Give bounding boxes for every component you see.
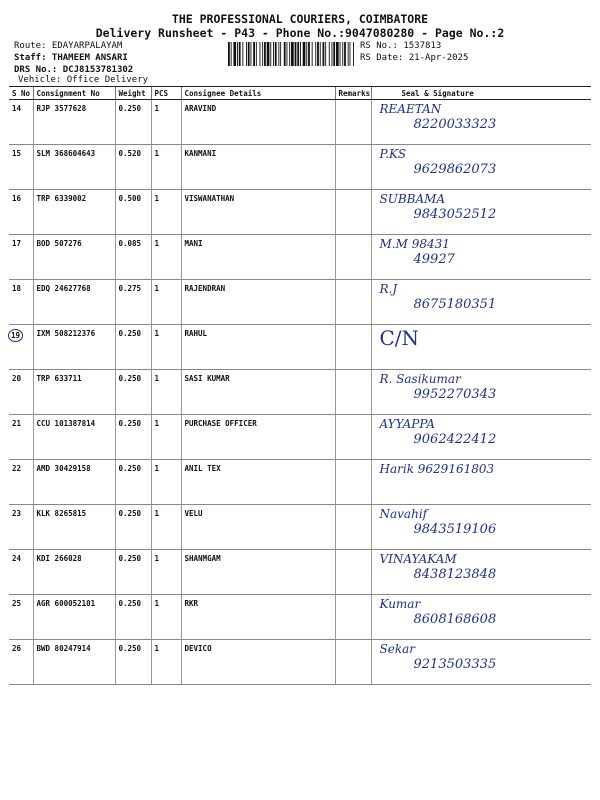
row-remarks: [335, 550, 371, 595]
row-consignee: SHANMGAM: [181, 550, 335, 595]
signature-phone: 8438123848: [413, 567, 497, 582]
col-weight: Weight: [115, 87, 151, 100]
handwritten-signature: [380, 507, 497, 537]
col-pcs: PCS: [151, 87, 181, 100]
row-weight: 0.250: [115, 550, 151, 595]
row-consignment-no: SLM 368604643: [33, 145, 115, 190]
row-signature: [371, 100, 591, 145]
table-row: [9, 280, 591, 325]
row-consignment-no: CCU 101387814: [33, 415, 115, 460]
row-pcs: 1: [151, 190, 181, 235]
row-consignment-no: TRP 633711: [33, 370, 115, 415]
row-signature: [371, 415, 591, 460]
row-pcs: 1: [151, 235, 181, 280]
table-row: [9, 235, 591, 280]
drs-number: DRS No.: DCJ8153781302: [14, 65, 134, 75]
signature-name: AYYAPPA: [379, 417, 435, 431]
signature-name: Harik 9629161803: [379, 462, 495, 476]
row-weight: 0.250: [115, 325, 151, 370]
table-row: [9, 100, 591, 145]
row-weight: 0.250: [115, 595, 151, 640]
handwritten-signature: [380, 147, 497, 177]
rs-number: RS No.: 1537813: [360, 41, 442, 51]
row-signature: [371, 325, 591, 370]
handwritten-signature: [380, 237, 455, 267]
row-pcs: 1: [151, 415, 181, 460]
row-consignee: VISWANATHAN: [181, 190, 335, 235]
table-row: [9, 595, 591, 640]
row-consignee: MANI: [181, 235, 335, 280]
staff-label: Staff: THAMEEM ANSARI: [14, 53, 128, 63]
signature-name: Kumar: [379, 597, 421, 611]
row-consignment-no: BWD 80247914: [33, 640, 115, 685]
row-weight: 0.250: [115, 415, 151, 460]
row-pcs: 1: [151, 640, 181, 685]
signature-name: VINAYAKAM: [379, 552, 457, 566]
row-sno: 15: [9, 145, 33, 190]
row-remarks: [335, 235, 371, 280]
handwritten-signature: [380, 552, 497, 582]
row-remarks: [335, 145, 371, 190]
row-signature: [371, 370, 591, 415]
row-signature: [371, 190, 591, 235]
signature-phone: 8608168608: [413, 612, 497, 627]
row-consignment-no: RJP 3577628: [33, 100, 115, 145]
handwritten-signature: [380, 282, 497, 312]
runsheet-subtitle: Delivery Runsheet - P43 - Phone No.:9047080280 - Page No.:2: [95, 26, 505, 40]
signature-phone: 8220033323: [413, 117, 497, 132]
row-weight: 0.250: [115, 100, 151, 145]
table-row: [9, 145, 591, 190]
row-sno: 20: [9, 370, 33, 415]
row-pcs: 1: [151, 595, 181, 640]
row-remarks: [335, 460, 371, 505]
row-weight: 0.085: [115, 235, 151, 280]
row-pcs: 1: [151, 370, 181, 415]
row-signature: [371, 640, 591, 685]
row-weight: 0.520: [115, 145, 151, 190]
handwritten-signature: [380, 417, 497, 447]
signature-name: REAETAN: [379, 102, 442, 116]
handwritten-signature: [380, 597, 497, 627]
row-sno: 18: [9, 280, 33, 325]
col-consignment: Consignment No: [33, 87, 115, 100]
row-consignment-no: EDQ 24627768: [33, 280, 115, 325]
signature-name: SUBBAMA: [379, 192, 446, 206]
row-sno: 23: [9, 505, 33, 550]
row-sno: 16: [9, 190, 33, 235]
route-label: Route: EDAYARPALAYAM: [14, 41, 123, 51]
handwritten-signature: [380, 192, 497, 222]
row-remarks: [335, 190, 371, 235]
row-pcs: 1: [151, 100, 181, 145]
row-remarks: [335, 370, 371, 415]
row-weight: 0.250: [115, 640, 151, 685]
table-row: [9, 325, 591, 370]
row-pcs: 1: [151, 280, 181, 325]
row-remarks: [335, 505, 371, 550]
row-signature: [371, 550, 591, 595]
row-sno: 26: [9, 640, 33, 685]
row-remarks: [335, 640, 371, 685]
company-title: THE PROFESSIONAL COURIERS, COIMBATORE: [171, 12, 429, 26]
row-consignment-no: AMD 30429158: [33, 460, 115, 505]
signature-phone: 8675180351: [413, 297, 497, 312]
col-sno: S No: [9, 87, 33, 100]
row-signature: [371, 280, 591, 325]
table-row: [9, 370, 591, 415]
row-signature: [371, 505, 591, 550]
handwritten-signature: [380, 372, 497, 402]
row-consignee: RAHUL: [181, 325, 335, 370]
row-sno: 14: [9, 100, 33, 145]
signature-phone: 9843052512: [413, 207, 497, 222]
col-remarks: Remarks: [335, 87, 371, 100]
row-sno: 17: [9, 235, 33, 280]
row-remarks: [335, 325, 371, 370]
handwritten-signature: [380, 102, 497, 132]
table-row: [9, 415, 591, 460]
row-weight: 0.250: [115, 460, 151, 505]
row-signature: [371, 460, 591, 505]
row-remarks: [335, 415, 371, 460]
row-consignee: SASI KUMAR: [181, 370, 335, 415]
row-sno: 21: [9, 415, 33, 460]
row-weight: 0.500: [115, 190, 151, 235]
row-consignee: ANIL TEX: [181, 460, 335, 505]
row-sno: 22: [9, 460, 33, 505]
table-row: [9, 640, 591, 685]
row-consignment-no: IXM 508212376: [33, 325, 115, 370]
signature-phone: 9629862073: [413, 162, 497, 177]
handwritten-signature: [380, 642, 497, 672]
signature-name: R.J: [379, 282, 398, 296]
row-consignment-no: AGR 600052101: [33, 595, 115, 640]
row-weight: 0.250: [115, 505, 151, 550]
table-header-row: [9, 87, 591, 100]
row-pcs: 1: [151, 505, 181, 550]
signature-name: Sekar: [379, 642, 415, 656]
row-pcs: 1: [151, 550, 181, 595]
row-consignee: RKR: [181, 595, 335, 640]
row-consignee: ARAVIND: [181, 100, 335, 145]
row-signature: [371, 235, 591, 280]
col-consignee: Consignee Details: [181, 87, 335, 100]
signature-name: C/N: [379, 326, 420, 350]
row-weight: 0.275: [115, 280, 151, 325]
col-signature: Seal & Signature: [371, 87, 591, 100]
row-pcs: 1: [151, 325, 181, 370]
signature-phone: 49927: [413, 252, 455, 267]
row-weight: 0.250: [115, 370, 151, 415]
table-row: [9, 550, 591, 595]
signature-phone: 9062422412: [413, 432, 497, 447]
row-consignee: VELU: [181, 505, 335, 550]
rs-date: RS Date: 21-Apr-2025: [360, 53, 469, 63]
row-consignee: DEVICO: [181, 640, 335, 685]
table-row: [9, 505, 591, 550]
signature-name: M.M 98431: [379, 237, 450, 251]
signature-name: R. Sasikumar: [379, 372, 461, 386]
row-consignment-no: KLK 8265815: [33, 505, 115, 550]
row-consignment-no: KDI 266028: [33, 550, 115, 595]
row-remarks: [335, 280, 371, 325]
row-sno: [9, 325, 33, 370]
row-remarks: [335, 595, 371, 640]
handwritten-signature: [380, 462, 495, 477]
row-consignee: KANMANI: [181, 145, 335, 190]
row-pcs: 1: [151, 460, 181, 505]
row-remarks: [335, 100, 371, 145]
vehicle-label: Vehicle: Office Delivery: [18, 75, 149, 85]
row-consignment-no: TRP 6339002: [33, 190, 115, 235]
signature-name: P.KS: [379, 147, 407, 161]
circled-serial: 19: [8, 329, 23, 342]
row-sno: 25: [9, 595, 33, 640]
table-row: [9, 460, 591, 505]
signature-name: Navahif: [379, 507, 428, 521]
row-pcs: 1: [151, 145, 181, 190]
barcode: [228, 42, 354, 66]
row-consignment-no: BOD 507276: [33, 235, 115, 280]
handwritten-signature: [379, 326, 420, 350]
signature-phone: 9213503335: [413, 657, 497, 672]
row-sno: 24: [9, 550, 33, 595]
runsheet-table: [9, 86, 591, 685]
row-signature: [371, 145, 591, 190]
row-signature: [371, 595, 591, 640]
signature-phone: 9952270343: [413, 387, 497, 402]
row-consignee: RAJENDRAN: [181, 280, 335, 325]
row-consignee: PURCHASE OFFICER: [181, 415, 335, 460]
signature-phone: 9843519106: [413, 522, 497, 537]
table-row: [9, 190, 591, 235]
